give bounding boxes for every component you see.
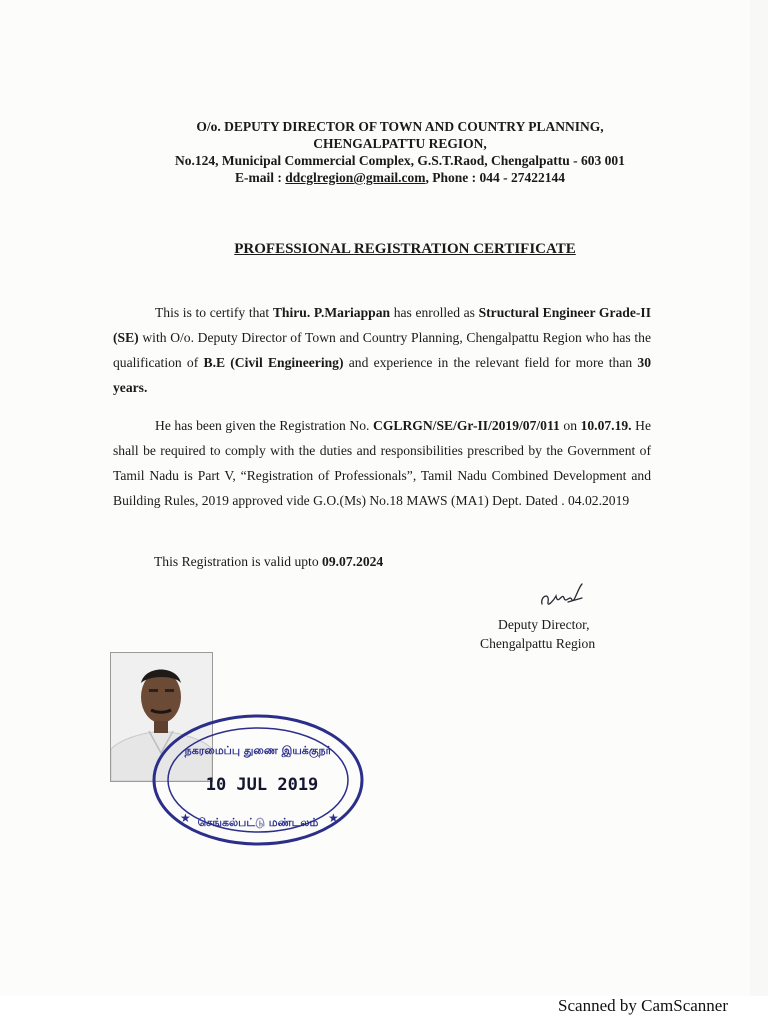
validity-paragraph bbox=[154, 549, 554, 574]
phone-text: , Phone : 044 - 27422144 bbox=[425, 170, 565, 185]
signatory-title: Deputy Director, bbox=[498, 617, 590, 632]
p2-text-1: He has been given the Registration No. bbox=[155, 418, 373, 433]
seal-top-text: நகரமைப்பு துணை இயக்குநர் bbox=[184, 744, 332, 757]
p1-text-3: with O/o. Deputy Director of Town and Country Planning, Chengalpattu Region who has the qualification of bbox=[113, 330, 651, 370]
signature-scribble bbox=[538, 578, 586, 614]
seal-bottom-text: செங்கல்பட்டு மண்டலம் bbox=[197, 816, 319, 829]
certification-paragraph bbox=[113, 300, 651, 400]
signatory-block bbox=[480, 615, 640, 653]
svg-text:★: ★ bbox=[180, 811, 191, 825]
scanner-watermark: Scanned by CamScanner bbox=[558, 996, 728, 1015]
seal-date: 10 JUL 2019 bbox=[205, 775, 319, 795]
p2-text-3: He shall be required to comply with the duties and responsibilities prescribed by the Government of Tamil Nadu is Part V, “Registration of Professionals”, Tamil Nadu Combined Development and Building Rules, 2019 approved vide G.O.(Ms) No.18 MAWS (MA1) Dept. Dated . 04.02.2019 bbox=[113, 418, 651, 508]
valid-upto-date: 09.07.2024 bbox=[322, 554, 384, 569]
svg-text:★: ★ bbox=[328, 811, 339, 825]
letterhead bbox=[120, 118, 680, 186]
qualification: B.E (Civil Engineering) bbox=[203, 355, 344, 370]
contact-line bbox=[120, 169, 680, 186]
email-label: E-mail : bbox=[235, 170, 282, 185]
signatory-region: Chengalpattu Region bbox=[480, 636, 596, 651]
engineer-role: Structural Engineer Grade-II (SE) bbox=[113, 305, 651, 345]
region-name: CHENGALPATTU REGION, bbox=[313, 136, 487, 151]
registration-paragraph bbox=[113, 413, 651, 513]
p1-text-1: This is to certify that bbox=[155, 305, 273, 320]
p1-text-4: and experience in the relevant field for more than bbox=[343, 355, 638, 370]
p3-text: This Registration is valid upto bbox=[154, 554, 323, 569]
registration-date: 10.07.19. bbox=[580, 418, 632, 433]
p2-text-2: on bbox=[559, 418, 581, 433]
engineer-name: Thiru. P.Mariappan bbox=[272, 305, 391, 320]
official-seal bbox=[150, 710, 366, 850]
office-name: O/o. DEPUTY DIRECTOR OF TOWN AND COUNTRY PLANNING, bbox=[196, 119, 604, 134]
p1-text-2: has enrolled as bbox=[390, 305, 479, 320]
certificate-title: PROFESSIONAL REGISTRATION CERTIFICATE bbox=[234, 241, 576, 257]
email-link[interactable]: ddcglregion@gmail.com bbox=[285, 170, 426, 185]
office-address: No.124, Municipal Commercial Complex, G.S.T.Raod, Chengalpattu - 603 001 bbox=[175, 153, 625, 168]
registration-number: CGLRGN/SE/Gr-II/2019/07/011 bbox=[373, 418, 560, 433]
experience-years: 30 years. bbox=[113, 355, 651, 395]
